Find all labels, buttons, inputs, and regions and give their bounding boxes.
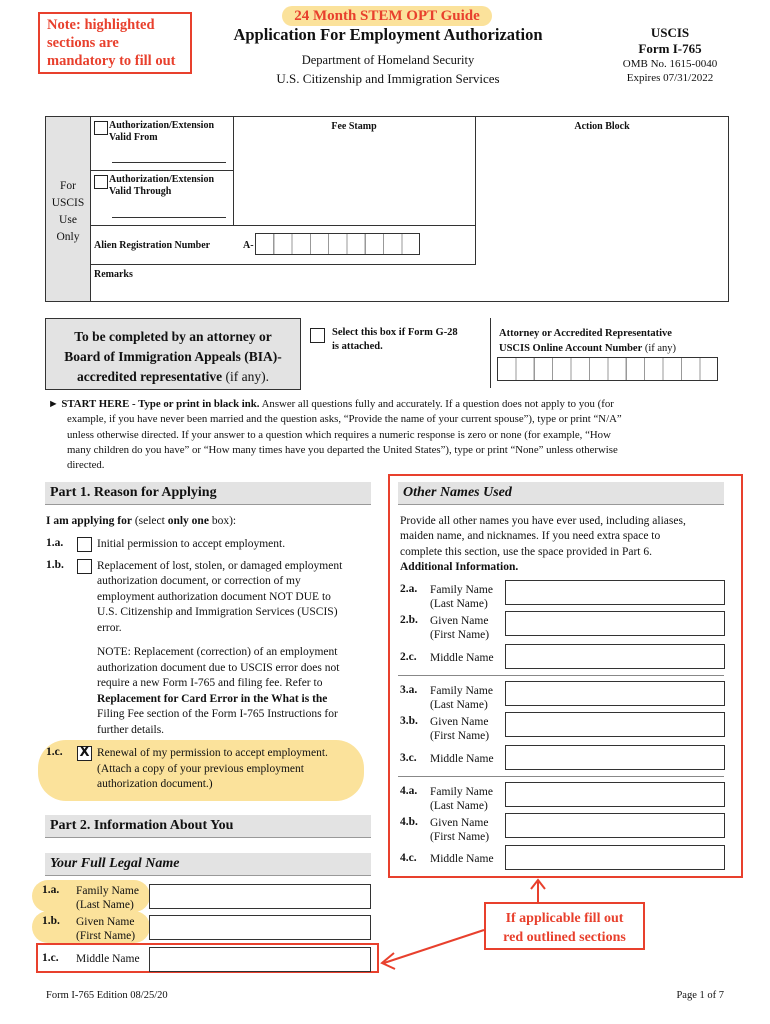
replacement-line-2: authorization document, or correction of my xyxy=(97,575,301,588)
attorney-text-suffix: (if any). xyxy=(222,369,269,384)
valid-through-label-1: Authorization/Extension xyxy=(109,174,215,185)
other-3a-sub: (Last Name) xyxy=(430,699,488,711)
note-line-e: Filing Fee section of the Form I-765 Instructions for xyxy=(97,708,338,721)
form-number: Form I-765 xyxy=(638,41,702,56)
note-line-1: Note: highlighted xyxy=(47,17,155,33)
other-4c-number: 4.c. xyxy=(400,852,417,864)
other-names-desc-1: Provide all other names you have ever used, including aliases, xyxy=(400,515,686,527)
other-3a-label: Family Name xyxy=(430,685,493,697)
start-here-lead: START HERE - Type or print in black ink. xyxy=(61,398,260,410)
attorney-text-1: To be completed by an attorney or xyxy=(74,329,272,344)
box-text: box): xyxy=(208,515,237,527)
a-prefix: A- xyxy=(243,240,254,251)
account-label-suffix: (if any) xyxy=(642,343,677,354)
valid-from-label-2: Valid From xyxy=(109,132,158,143)
side-label-3: Use xyxy=(59,214,77,226)
attorney-text-2: Board of Immigration Appeals (BIA)- xyxy=(64,349,282,364)
part2-header: Part 2. Information About You xyxy=(45,815,371,838)
replacement-line-5: error. xyxy=(97,621,122,634)
only-one-text: only one xyxy=(167,515,209,527)
note-line-3: mandatory to fill out xyxy=(47,53,176,69)
renewal-line-1: Renewal of my permission to accept employment. xyxy=(97,747,328,759)
other-2b-number: 2.b. xyxy=(400,614,418,626)
other-3a-number: 3.a. xyxy=(400,684,418,696)
select-text: (select xyxy=(131,515,168,527)
other-4a-number: 4.a. xyxy=(400,785,418,797)
field-1c-number: 1.c. xyxy=(42,952,59,964)
other-4a-sub: (Last Name) xyxy=(430,800,488,812)
start-here-line-5: directed. xyxy=(67,459,105,472)
valid-through-label-2: Valid Through xyxy=(109,186,172,197)
other-3c-label: Middle Name xyxy=(430,753,494,765)
g28-label-1: Select this box if Form G-28 xyxy=(332,327,458,338)
fee-stamp-label: Fee Stamp xyxy=(331,121,377,132)
applying-for-text: I am applying for xyxy=(46,515,132,527)
other-2a-label: Family Name xyxy=(430,584,493,596)
replacement-line-1: Replacement of lost, stolen, or damaged employment xyxy=(97,560,343,572)
renewal-line-3: authorization document.) xyxy=(97,778,213,791)
guide-title: 24 Month STEM OPT Guide xyxy=(294,8,480,24)
g28-label-2: is attached. xyxy=(332,341,383,352)
start-here-line-1: Answer all questions fully and accurately. If a question does not apply to you (for xyxy=(259,398,614,410)
start-here-line-3: unless otherwise directed. If your answer to a question which requires a numeric response is zero or none (for example, “How xyxy=(67,428,611,441)
family-name-label: Family Name xyxy=(76,885,139,897)
callout-line-1: If applicable fill out xyxy=(505,911,624,926)
item-1b-number: 1.b. xyxy=(46,559,64,571)
other-3b-number: 3.b. xyxy=(400,715,418,727)
field-1a-number: 1.a. xyxy=(42,884,60,896)
expiration-date: Expires 07/31/2022 xyxy=(626,72,714,84)
other-3b-sub: (First Name) xyxy=(430,730,490,742)
other-4c-label: Middle Name xyxy=(430,853,494,865)
legal-name-subheader: Your Full Legal Name xyxy=(45,853,371,876)
other-names-desc-2: maiden name, and nicknames. If you need extra space to xyxy=(400,530,661,543)
side-label-1: For xyxy=(60,180,76,192)
other-4b-number: 4.b. xyxy=(400,816,418,828)
other-4b-sub: (First Name) xyxy=(430,831,490,843)
other-2c-label: Middle Name xyxy=(430,652,494,664)
account-label-2: USCIS Online Account Number xyxy=(499,343,643,354)
start-here-line-4: many children do you have” or “How many times have you departed the United States”), type or print “None” unless otherwise xyxy=(67,443,618,456)
initial-permission-label: Initial permission to accept employment. xyxy=(97,538,286,550)
renewal-line-2: (Attach a copy of your previous employment xyxy=(97,762,304,775)
note-line-2: sections are xyxy=(47,35,119,51)
agency: U.S. Citizenship and Immigration Services xyxy=(276,71,500,86)
checked-mark: X xyxy=(79,745,90,760)
other-names-header: Other Names Used xyxy=(398,482,724,505)
other-names-desc-3: complete this section, use the space provided in Part 6. xyxy=(400,545,652,558)
alien-reg-label: Alien Registration Number xyxy=(94,240,211,251)
item-1c-number: 1.c. xyxy=(46,746,63,758)
other-2b-label: Given Name xyxy=(430,615,489,627)
other-2a-sub: (Last Name) xyxy=(430,598,488,610)
note-line-b: authorization document due to USCIS error does not xyxy=(97,661,340,674)
side-label-2: USCIS xyxy=(51,197,85,209)
middle-name-label: Middle Name xyxy=(76,953,140,965)
action-block-label: Action Block xyxy=(574,121,630,132)
given-name-label: Given Name xyxy=(76,916,135,928)
valid-from-label-1: Authorization/Extension xyxy=(109,120,215,131)
remarks-label: Remarks xyxy=(94,269,133,280)
department: Department of Homeland Security xyxy=(301,53,475,67)
given-name-sub: (First Name) xyxy=(76,930,136,942)
other-4a-label: Family Name xyxy=(430,786,493,798)
other-2a-number: 2.a. xyxy=(400,583,418,595)
note-line-c: require a new Form I-765 and filing fee. Refer to xyxy=(97,677,323,690)
part1-header: Part 1. Reason for Applying xyxy=(45,482,371,505)
item-1a-number: 1.a. xyxy=(46,537,64,549)
other-2b-sub: (First Name) xyxy=(430,629,490,641)
replacement-line-4: U.S. Citizenship and Immigration Services (USCIS) xyxy=(97,606,338,619)
footer-page: Page 1 of 7 xyxy=(676,990,724,1001)
note-line-f: further details. xyxy=(97,723,165,736)
family-name-sub: (Last Name) xyxy=(76,899,134,911)
other-names-desc-4: Additional Information. xyxy=(400,561,519,574)
other-4b-label: Given Name xyxy=(430,817,489,829)
replacement-line-3: employment authorization document NOT DUE to xyxy=(97,590,331,603)
other-2c-number: 2.c. xyxy=(400,651,417,663)
other-3b-label: Given Name xyxy=(430,716,489,728)
omb-number: OMB No. 1615-0040 xyxy=(622,58,718,70)
other-3c-number: 3.c. xyxy=(400,752,417,764)
account-label-1: Attorney or Accredited Representative xyxy=(499,328,672,339)
footer-edition: Form I-765 Edition 08/25/20 xyxy=(46,990,168,1001)
callout-line-2: red outlined sections xyxy=(503,930,626,945)
note-line-d: Replacement for Card Error in the What is the xyxy=(97,692,328,705)
uscis-label: USCIS xyxy=(650,25,690,40)
side-label-4: Only xyxy=(56,231,80,243)
start-here-line-2: example, if you have never been married and the question asks, “Provide the name of your current spouse”), type or print “N/A” xyxy=(67,413,622,426)
arrow-right-icon: ► xyxy=(48,398,59,410)
note-line-a: NOTE: Replacement (correction) of an employment xyxy=(97,646,338,658)
field-1b-number: 1.b. xyxy=(42,915,60,927)
form-title: Application For Employment Authorization xyxy=(233,25,543,44)
attorney-text-3: accredited representative xyxy=(77,369,223,384)
